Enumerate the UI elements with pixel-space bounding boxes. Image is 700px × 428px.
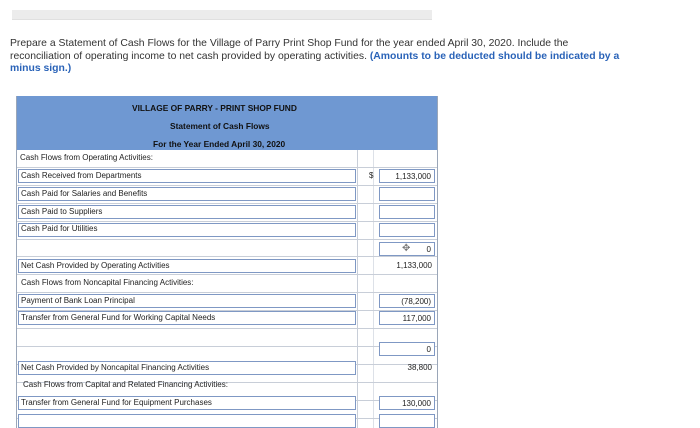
statement-title-period: For the Year Ended April 30, 2020 [153,139,286,149]
amount-value: 130,000 [402,399,431,408]
prompt-line-3: minus sign.) [10,63,72,74]
amount-input-cash-received[interactable] [379,169,435,183]
row-line [17,346,437,347]
top-toolbar [0,0,700,22]
amount-input-loan-payment[interactable] [379,294,435,308]
loan-payment-label: Payment of Bank Loan Principal [21,296,135,305]
utilities-label: Cash Paid for Utilities [21,224,98,233]
row-line [17,274,437,275]
column-divider [357,150,358,428]
row-line [17,221,437,222]
net-operating-label: Net Cash Provided by Operating Activities [21,261,170,270]
cash-received-label: Cash Received from Departments [21,171,142,180]
row-line [17,256,437,257]
net-noncapital-amount: 38,800 [407,363,432,372]
amount-value: 0 [426,245,431,254]
salaries-label: Cash Paid for Salaries and Benefits [21,189,148,198]
transfer-equipment-label: Transfer from General Fund for Equipment Purchases [21,398,212,407]
transfer-working-capital-label: Transfer from General Fund for Working Capital Needs [21,313,216,322]
prompt-line-2-plain: reconciliation of operating income to net cash provided by operating activities. [10,50,370,62]
statement-header [17,96,437,150]
row-line [17,185,437,186]
prompt-line-2-bold: (Amounts to be deducted should be indicated by a [369,50,620,62]
net-noncapital-label: Net Cash Provided by Noncapital Financing Activities [21,363,210,372]
amount-value: 117,000 [402,314,431,323]
net-operating-amount: 1,133,000 [396,261,432,270]
row-line [17,239,437,240]
amount-value: (78,200) [401,297,431,306]
column-divider-dollar [373,150,374,428]
prompt-line-2 [10,51,700,64]
cash-flow-statement-form [16,96,438,428]
amount-subtotal-noncapital[interactable] [379,342,435,356]
amount-input-transfer-working-capital[interactable] [379,311,435,325]
row-line [17,167,437,168]
statement-title-entity: VILLAGE OF PARRY - PRINT SHOP FUND [132,103,297,113]
label-input-next-row[interactable] [18,414,356,428]
amount-input-transfer-equipment[interactable] [379,396,435,410]
move-cursor-icon: ✥ [402,243,411,254]
amount-input-next-row[interactable] [379,414,435,428]
toolbar-strip [12,10,432,20]
amount-value: 1,133,000 [395,172,431,181]
suppliers-label: Cash Paid to Suppliers [21,207,103,216]
row-line [17,328,437,329]
amount-input-suppliers[interactable] [379,205,435,219]
question-prompt [10,38,700,76]
amount-input-utilities[interactable] [379,223,435,237]
row-line [17,292,437,293]
operating-activities-header: Cash Flows from Operating Activities: [20,153,153,162]
capital-activities-header: Cash Flows from Capital and Related Financing Activities: [23,380,228,389]
statement-title-name: Statement of Cash Flows [170,121,270,131]
prompt-line-1: Prepare a Statement of Cash Flows for the Village of Parry Print Shop Fund for the year ended April 30, 2020. Include the [10,38,569,49]
row-line [17,203,437,204]
noncapital-activities-header: Cash Flows from Noncapital Financing Activities: [21,278,194,287]
amount-input-salaries[interactable] [379,187,435,201]
amount-value: 0 [426,345,431,354]
dollar-sign: $ [369,171,374,180]
